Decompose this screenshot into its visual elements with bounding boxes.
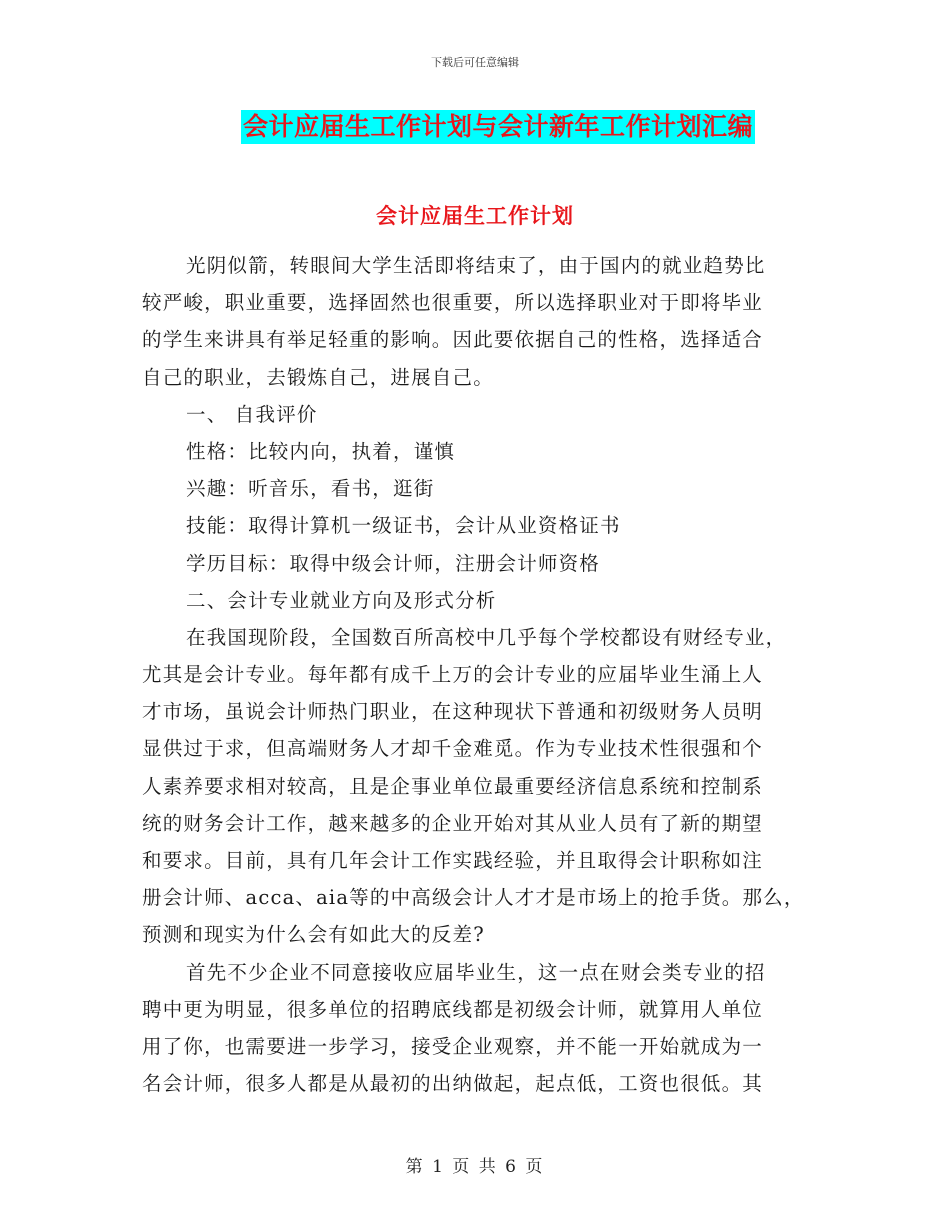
text-line: 兴趣：听音乐，看书，逛街 bbox=[186, 477, 435, 501]
document-body bbox=[142, 247, 842, 1102]
text-line: 显供过于求，但高端财务人才却千金难觅。作为专业技术性很强和个 bbox=[142, 737, 764, 761]
text-line: 一、 自我评价 bbox=[186, 402, 318, 426]
text-line: 在我国现阶段，全国数百所高校中几乎每个学校都设有财经专业， bbox=[186, 625, 787, 649]
text-line: 预测和现实为什么会有如此大的反差? bbox=[142, 923, 485, 947]
text-line: 册会计师、acca、aia等的中高级会计人才才是市场上的抢手货。那么， bbox=[142, 886, 805, 910]
text-line: 聘中更为明显，很多单位的招聘底线都是初级会计师，就算用人单位 bbox=[142, 997, 764, 1021]
text-line: 光阴似箭，转眼间大学生活即将结束了，由于国内的就业趋势比 bbox=[186, 254, 766, 277]
text-line: 技能：取得计算机一级证书，会计从业资格证书 bbox=[186, 514, 621, 538]
text-line: 自己的职业，去锻炼自己，进展自己。 bbox=[142, 365, 494, 389]
text-line: 尤其是会计专业。每年都有成千上万的会计专业的应届毕业生涌上人 bbox=[142, 663, 764, 687]
section-title: 会计应届生工作计划 bbox=[376, 204, 574, 228]
text-line: 名会计师，很多人都是从最初的出纳做起，起点低，工资也很低。其 bbox=[142, 1072, 764, 1096]
text-line: 二、会计专业就业方向及形式分析 bbox=[186, 588, 497, 612]
text-line: 性格：比较内向，执着，谨慎 bbox=[186, 439, 456, 463]
text-line: 和要求。目前，具有几年会计工作实践经验，并且取得会计职称如注 bbox=[142, 849, 764, 872]
header-note: 下载后可任意编辑 bbox=[431, 56, 519, 69]
text-line: 较严峻，职业重要，选择固然也很重要，所以选择职业对于即将毕业 bbox=[142, 291, 764, 315]
text-line: 人素养要求相对较高，且是企事业单位最重要经济信息系统和控制系 bbox=[142, 774, 764, 798]
text-line: 的学生来讲具有举足轻重的影响。因此要依据自己的性格，选择适合 bbox=[142, 328, 764, 352]
page-footer: 第 1 页 共 6 页 bbox=[405, 1157, 545, 1177]
main-title-container bbox=[0, 110, 950, 144]
text-line: 统的财务会计工作，越来越多的企业开始对其从业人员有了新的期望 bbox=[142, 811, 764, 835]
text-line: 用了你，也需要进一步学习，接受企业观察，并不能一开始就成为一 bbox=[142, 1034, 764, 1058]
text-line: 才市场，虽说会计师热门职业，在这种现状下普通和初级财务人员明 bbox=[142, 700, 764, 724]
text-line: 学历目标：取得中级会计师，注册会计师资格 bbox=[186, 551, 601, 575]
main-title: 会计应届生工作计划与会计新年工作计划汇编 bbox=[241, 110, 755, 144]
text-line: 首先不少企业不同意接收应届毕业生，这一点在财会类专业的招 bbox=[186, 960, 766, 984]
